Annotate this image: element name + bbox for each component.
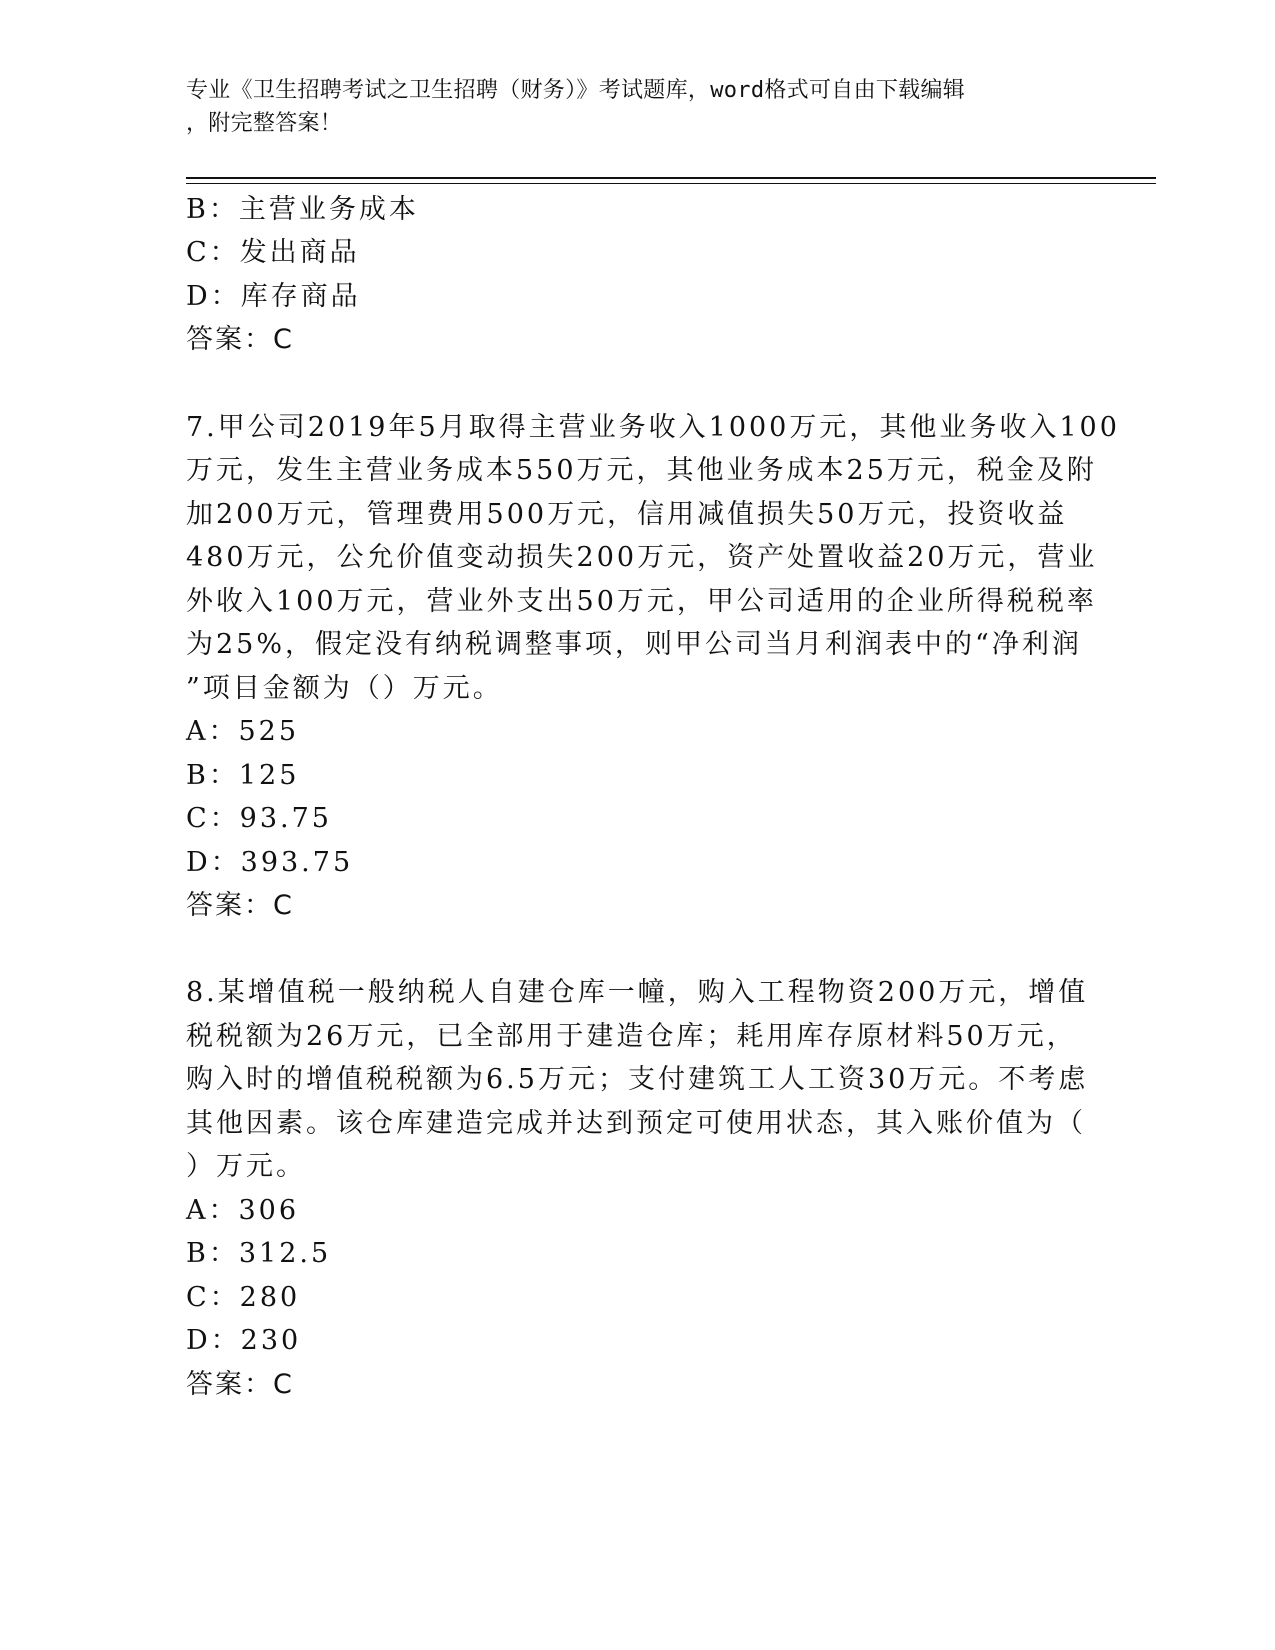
q7-stem-line: 加200万元，管理费用500万元，信用减值损失50万元，投资收益 — [186, 499, 1068, 530]
q8-stem-line: 购入时的增值税税额为6.5万元；支付建筑工人工资30万元。不考虑 — [186, 1064, 1089, 1095]
q8-option-a: A：306 — [186, 1195, 300, 1226]
q7-stem-line: 7.甲公司2019年5月取得主营业务收入1000万元，其他业务收入100 — [186, 412, 1120, 443]
header-divider-thick — [186, 177, 1156, 179]
q7-option-b: B：125 — [186, 760, 300, 791]
header-divider-thin — [186, 183, 1156, 184]
q8-stem-line: ）万元。 — [186, 1151, 306, 1182]
q7-answer: 答案：C — [186, 890, 294, 921]
q8-stem-line: 税税额为26万元，已全部用于建造仓库；耗用库存原材料50万元， — [186, 1021, 1077, 1052]
q7-option-c: C：93.75 — [186, 803, 332, 834]
q7-stem-line: 为25%，假定没有纳税调整事项，则甲公司当月利润表中的“净利润 — [186, 629, 1082, 660]
q7-option-d: D：393.75 — [186, 847, 354, 878]
q7-stem-line: 万元，发生主营业务成本550万元，其他业务成本25万元，税金及附 — [186, 455, 1097, 486]
q8-answer: 答案：C — [186, 1369, 294, 1400]
q6-answer: 答案：C — [186, 324, 294, 355]
q6-option-d: D：库存商品 — [186, 281, 361, 312]
q8-option-b: B：312.5 — [186, 1238, 332, 1269]
q7-stem-line: 外收入100万元，营业外支出50万元，甲公司适用的企业所得税税率 — [186, 586, 1097, 617]
q6-option-c: C：发出商品 — [186, 237, 360, 268]
header-line-1: 专业《卫生招聘考试之卫生招聘（财务）》考试题库，word格式可自由下载编辑 — [186, 78, 966, 103]
q7-option-a: A：525 — [186, 716, 300, 747]
q8-option-c: C：280 — [186, 1282, 301, 1313]
q7-stem-line: 480万元，公允价值变动损失200万元，资产处置收益20万元，营业 — [186, 542, 1098, 573]
q8-stem-line: 8.某增值税一般纳税人自建仓库一幢，购入工程物资200万元，增值 — [186, 977, 1089, 1008]
page-header — [186, 74, 1086, 140]
header-line-2: ，附完整答案！ — [186, 111, 343, 136]
q8-option-d: D：230 — [186, 1325, 302, 1356]
q8-stem-line: 其他因素。该仓库建造完成并达到预定可使用状态，其入账价值为（ — [186, 1108, 1086, 1139]
q6-option-b: B：主营业务成本 — [186, 194, 419, 225]
q7-stem-line: ”项目金额为（）万元。 — [186, 673, 503, 704]
